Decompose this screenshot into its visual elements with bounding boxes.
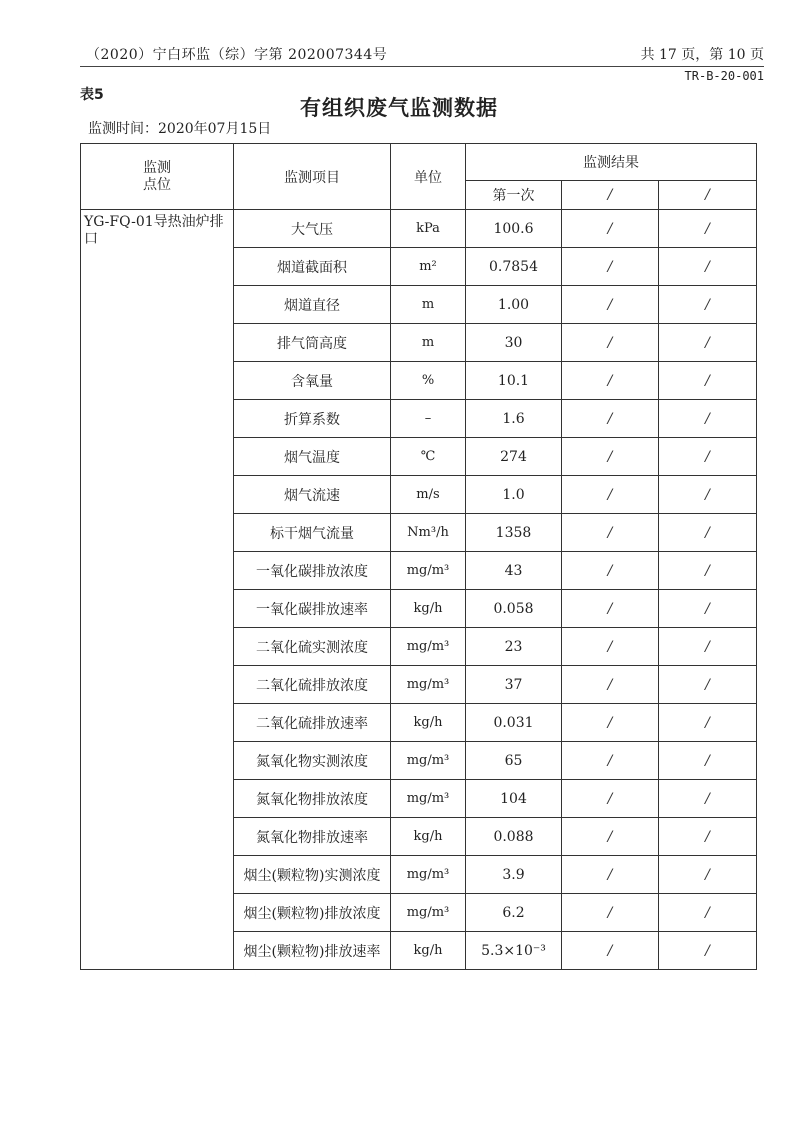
header-third: / <box>659 181 757 210</box>
unit-cell: ℃ <box>391 438 466 476</box>
second-result-cell: / <box>562 400 659 438</box>
header-divider <box>80 66 764 67</box>
document-code: TR-B-20-001 <box>684 69 764 83</box>
unit-cell: Nm³/h <box>391 514 466 552</box>
third-result-cell: / <box>659 590 757 628</box>
emission-data-table <box>80 143 757 970</box>
item-cell: 烟尘(颗粒物)排放速率 <box>234 932 391 970</box>
item-cell: 含氧量 <box>234 362 391 400</box>
third-result-cell: / <box>659 628 757 666</box>
item-cell: 氮氧化物排放浓度 <box>234 780 391 818</box>
header-point: 监测 点位 <box>81 144 234 210</box>
item-cell: 氮氧化物排放速率 <box>234 818 391 856</box>
first-result-cell: 1.6 <box>466 400 562 438</box>
header-item: 监测项目 <box>234 144 391 210</box>
unit-cell: – <box>391 400 466 438</box>
second-result-cell: / <box>562 362 659 400</box>
unit-cell: kg/h <box>391 704 466 742</box>
item-cell: 二氧化硫排放速率 <box>234 704 391 742</box>
unit-cell: kg/h <box>391 818 466 856</box>
item-cell: 氮氧化物实测浓度 <box>234 742 391 780</box>
item-cell: 一氧化碳排放浓度 <box>234 552 391 590</box>
third-result-cell: / <box>659 248 757 286</box>
third-result-cell: / <box>659 438 757 476</box>
unit-cell: mg/m³ <box>391 856 466 894</box>
report-number: （2020）宁白环监（综）字第 202007344号 <box>86 47 388 63</box>
first-result-cell: 10.1 <box>466 362 562 400</box>
third-result-cell: / <box>659 894 757 932</box>
first-result-cell: 6.2 <box>466 894 562 932</box>
unit-cell: mg/m³ <box>391 742 466 780</box>
first-result-cell: 5.3×10⁻³ <box>466 932 562 970</box>
first-result-cell: 37 <box>466 666 562 704</box>
table-row <box>81 210 757 248</box>
header-second: / <box>562 181 659 210</box>
second-result-cell: / <box>562 894 659 932</box>
item-cell: 二氧化硫实测浓度 <box>234 628 391 666</box>
second-result-cell: / <box>562 210 659 248</box>
unit-cell: m² <box>391 248 466 286</box>
item-cell: 一氧化碳排放速率 <box>234 590 391 628</box>
second-result-cell: / <box>562 628 659 666</box>
second-result-cell: / <box>562 818 659 856</box>
second-result-cell: / <box>562 704 659 742</box>
unit-cell: kPa <box>391 210 466 248</box>
second-result-cell: / <box>562 590 659 628</box>
second-result-cell: / <box>562 666 659 704</box>
third-result-cell: / <box>659 476 757 514</box>
third-result-cell: / <box>659 362 757 400</box>
monitoring-date: 监测时间：2020年07月15日 <box>88 121 272 137</box>
unit-cell: kg/h <box>391 932 466 970</box>
monitoring-point-cell: YG-FQ-01导热油炉排口 <box>81 210 234 970</box>
third-result-cell: / <box>659 742 757 780</box>
third-result-cell: / <box>659 704 757 742</box>
header-result: 监测结果 <box>466 144 757 181</box>
third-result-cell: / <box>659 400 757 438</box>
second-result-cell: / <box>562 286 659 324</box>
item-cell: 烟道截面积 <box>234 248 391 286</box>
second-result-cell: / <box>562 552 659 590</box>
item-cell: 标干烟气流量 <box>234 514 391 552</box>
first-result-cell: 30 <box>466 324 562 362</box>
second-result-cell: / <box>562 514 659 552</box>
third-result-cell: / <box>659 780 757 818</box>
unit-cell: kg/h <box>391 590 466 628</box>
item-cell: 烟气温度 <box>234 438 391 476</box>
unit-cell: mg/m³ <box>391 894 466 932</box>
third-result-cell: / <box>659 856 757 894</box>
item-cell: 排气筒高度 <box>234 324 391 362</box>
second-result-cell: / <box>562 438 659 476</box>
item-cell: 折算系数 <box>234 400 391 438</box>
third-result-cell: / <box>659 286 757 324</box>
second-result-cell: / <box>562 248 659 286</box>
second-result-cell: / <box>562 476 659 514</box>
unit-cell: mg/m³ <box>391 628 466 666</box>
item-cell: 烟气流速 <box>234 476 391 514</box>
third-result-cell: / <box>659 210 757 248</box>
page-counter: 共 17 页，第 10 页 <box>640 47 764 63</box>
item-cell: 二氧化硫排放浓度 <box>234 666 391 704</box>
first-result-cell: 0.7854 <box>466 248 562 286</box>
unit-cell: m/s <box>391 476 466 514</box>
unit-cell: m <box>391 324 466 362</box>
third-result-cell: / <box>659 552 757 590</box>
unit-cell: mg/m³ <box>391 552 466 590</box>
table-number: 表5 <box>80 87 104 103</box>
first-result-cell: 0.031 <box>466 704 562 742</box>
header-first: 第一次 <box>466 181 562 210</box>
first-result-cell: 23 <box>466 628 562 666</box>
unit-cell: mg/m³ <box>391 666 466 704</box>
first-result-cell: 274 <box>466 438 562 476</box>
first-result-cell: 1358 <box>466 514 562 552</box>
second-result-cell: / <box>562 856 659 894</box>
item-cell: 烟尘(颗粒物)实测浓度 <box>234 856 391 894</box>
first-result-cell: 0.088 <box>466 818 562 856</box>
second-result-cell: / <box>562 780 659 818</box>
header-unit: 单位 <box>391 144 466 210</box>
item-cell: 大气压 <box>234 210 391 248</box>
third-result-cell: / <box>659 818 757 856</box>
first-result-cell: 1.00 <box>466 286 562 324</box>
second-result-cell: / <box>562 324 659 362</box>
third-result-cell: / <box>659 932 757 970</box>
first-result-cell: 100.6 <box>466 210 562 248</box>
item-cell: 烟尘(颗粒物)排放浓度 <box>234 894 391 932</box>
unit-cell: mg/m³ <box>391 780 466 818</box>
first-result-cell: 3.9 <box>466 856 562 894</box>
unit-cell: m <box>391 286 466 324</box>
page-title: 有组织废气监测数据 <box>300 96 498 120</box>
first-result-cell: 104 <box>466 780 562 818</box>
third-result-cell: / <box>659 324 757 362</box>
first-result-cell: 43 <box>466 552 562 590</box>
first-result-cell: 1.0 <box>466 476 562 514</box>
unit-cell: % <box>391 362 466 400</box>
third-result-cell: / <box>659 666 757 704</box>
second-result-cell: / <box>562 742 659 780</box>
third-result-cell: / <box>659 514 757 552</box>
first-result-cell: 65 <box>466 742 562 780</box>
item-cell: 烟道直径 <box>234 286 391 324</box>
first-result-cell: 0.058 <box>466 590 562 628</box>
second-result-cell: / <box>562 932 659 970</box>
